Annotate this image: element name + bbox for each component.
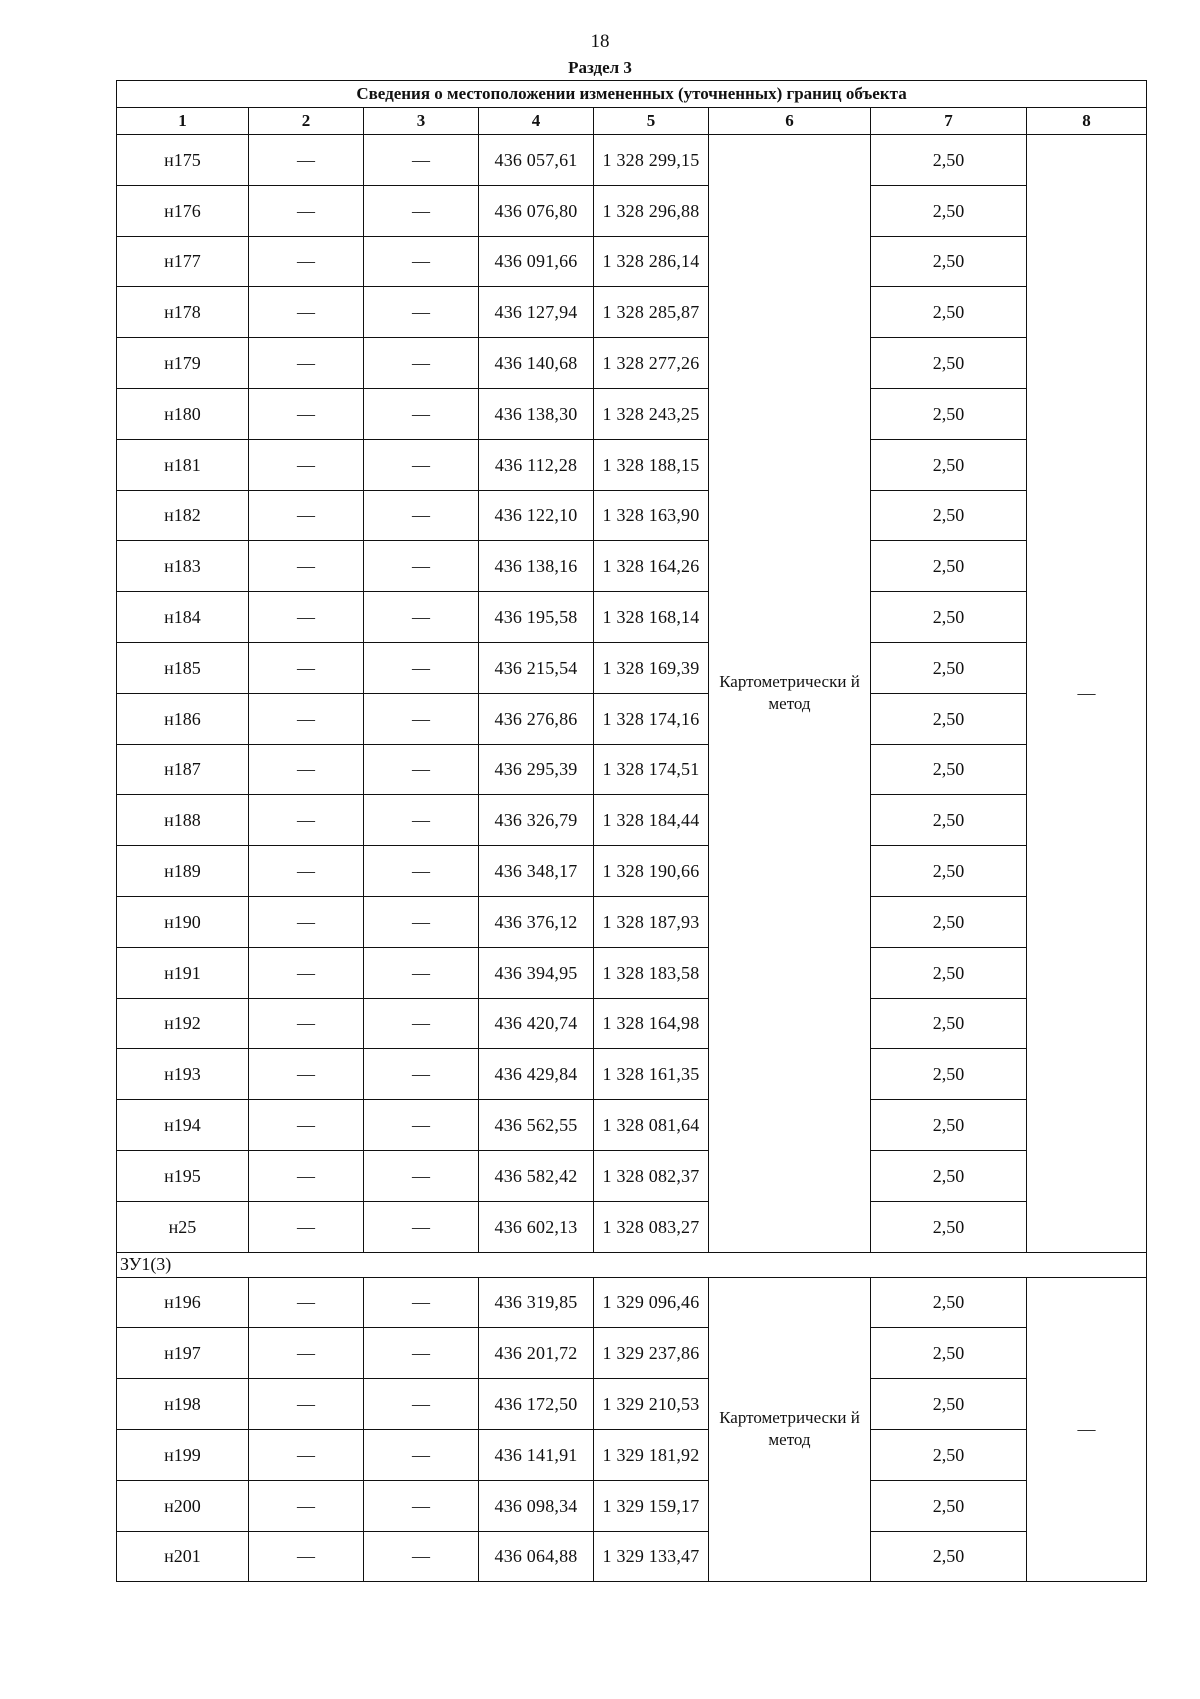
accuracy-cell: 2,50 (871, 1277, 1027, 1328)
column-8-cell: — (1027, 135, 1147, 1253)
point-name-cell: н198 (117, 1379, 249, 1430)
table-row (117, 947, 1147, 998)
point-name-cell: н183 (117, 541, 249, 592)
accuracy-cell: 2,50 (871, 338, 1027, 389)
column-3-cell: — (364, 1531, 479, 1582)
y-coordinate-cell: 1 328 243,25 (594, 388, 709, 439)
y-coordinate-cell: 1 328 163,90 (594, 490, 709, 541)
column-8-cell: — (1027, 1277, 1147, 1582)
point-name-cell: н185 (117, 642, 249, 693)
point-name-cell: н184 (117, 592, 249, 643)
column-3-cell: — (364, 998, 479, 1049)
point-name-cell: н195 (117, 1150, 249, 1201)
y-coordinate-cell: 1 328 164,98 (594, 998, 709, 1049)
table-row (117, 439, 1147, 490)
table-row (117, 185, 1147, 236)
column-2-cell: — (249, 287, 364, 338)
y-coordinate-cell: 1 329 133,47 (594, 1531, 709, 1582)
accuracy-cell: 2,50 (871, 541, 1027, 592)
x-coordinate-cell: 436 420,74 (479, 998, 594, 1049)
column-2-cell: — (249, 1429, 364, 1480)
point-name-cell: н192 (117, 998, 249, 1049)
y-coordinate-cell: 1 329 096,46 (594, 1277, 709, 1328)
column-2-cell: — (249, 592, 364, 643)
column-2-cell: — (249, 388, 364, 439)
column-3-cell: — (364, 896, 479, 947)
accuracy-cell: 2,50 (871, 795, 1027, 846)
y-coordinate-cell: 1 328 286,14 (594, 236, 709, 287)
accuracy-cell: 2,50 (871, 1100, 1027, 1151)
point-name-cell: н196 (117, 1277, 249, 1328)
column-3-cell: — (364, 642, 479, 693)
column-number: 5 (594, 108, 709, 135)
column-2-cell: — (249, 1379, 364, 1430)
y-coordinate-cell: 1 328 081,64 (594, 1100, 709, 1151)
table-caption-row (117, 81, 1147, 108)
y-coordinate-cell: 1 328 174,51 (594, 744, 709, 795)
x-coordinate-cell: 436 376,12 (479, 896, 594, 947)
accuracy-cell: 2,50 (871, 388, 1027, 439)
column-3-cell: — (364, 846, 479, 897)
column-2-cell: — (249, 795, 364, 846)
column-2-cell: — (249, 1201, 364, 1252)
x-coordinate-cell: 436 195,58 (479, 592, 594, 643)
x-coordinate-cell: 436 562,55 (479, 1100, 594, 1151)
column-3-cell: — (364, 1429, 479, 1480)
y-coordinate-cell: 1 328 296,88 (594, 185, 709, 236)
column-2-cell: — (249, 236, 364, 287)
point-name-cell: н180 (117, 388, 249, 439)
table-row (117, 1100, 1147, 1151)
accuracy-cell: 2,50 (871, 1480, 1027, 1531)
column-3-cell: — (364, 1480, 479, 1531)
y-coordinate-cell: 1 328 188,15 (594, 439, 709, 490)
column-3-cell: — (364, 1150, 479, 1201)
column-2-cell: — (249, 1480, 364, 1531)
column-2-cell: — (249, 642, 364, 693)
column-3-cell: — (364, 236, 479, 287)
x-coordinate-cell: 436 098,34 (479, 1480, 594, 1531)
point-name-cell: н182 (117, 490, 249, 541)
accuracy-cell: 2,50 (871, 1328, 1027, 1379)
table-row (117, 744, 1147, 795)
y-coordinate-cell: 1 328 168,14 (594, 592, 709, 643)
y-coordinate-cell: 1 329 237,86 (594, 1328, 709, 1379)
column-number: 3 (364, 108, 479, 135)
x-coordinate-cell: 436 057,61 (479, 135, 594, 186)
column-2-cell: — (249, 490, 364, 541)
accuracy-cell: 2,50 (871, 693, 1027, 744)
accuracy-cell: 2,50 (871, 287, 1027, 338)
column-number: 8 (1027, 108, 1147, 135)
x-coordinate-cell: 436 122,10 (479, 490, 594, 541)
column-3-cell: — (364, 795, 479, 846)
table-row (117, 1201, 1147, 1252)
y-coordinate-cell: 1 328 169,39 (594, 642, 709, 693)
y-coordinate-cell: 1 328 285,87 (594, 287, 709, 338)
column-2-cell: — (249, 947, 364, 998)
point-name-cell: н176 (117, 185, 249, 236)
point-name-cell: н197 (117, 1328, 249, 1379)
column-2-cell: — (249, 846, 364, 897)
column-2-cell: — (249, 1328, 364, 1379)
column-3-cell: — (364, 388, 479, 439)
table-row (117, 998, 1147, 1049)
y-coordinate-cell: 1 328 190,66 (594, 846, 709, 897)
column-3-cell: — (364, 947, 479, 998)
x-coordinate-cell: 436 429,84 (479, 1049, 594, 1100)
column-2-cell: — (249, 693, 364, 744)
column-3-cell: — (364, 1049, 479, 1100)
table-row (117, 896, 1147, 947)
column-number: 1 (117, 108, 249, 135)
point-name-cell: н191 (117, 947, 249, 998)
column-2-cell: — (249, 1531, 364, 1582)
point-name-cell: н177 (117, 236, 249, 287)
column-number: 4 (479, 108, 594, 135)
x-coordinate-cell: 436 215,54 (479, 642, 594, 693)
accuracy-cell: 2,50 (871, 1049, 1027, 1100)
x-coordinate-cell: 436 348,17 (479, 846, 594, 897)
y-coordinate-cell: 1 329 181,92 (594, 1429, 709, 1480)
x-coordinate-cell: 436 602,13 (479, 1201, 594, 1252)
table-row (117, 490, 1147, 541)
method-cell: Картометрически й метод (709, 1277, 871, 1582)
column-2-cell: — (249, 135, 364, 186)
x-coordinate-cell: 436 295,39 (479, 744, 594, 795)
table-row (117, 693, 1147, 744)
table-row (117, 1150, 1147, 1201)
point-name-cell: н186 (117, 693, 249, 744)
point-name-cell: н200 (117, 1480, 249, 1531)
point-name-cell: н190 (117, 896, 249, 947)
y-coordinate-cell: 1 329 210,53 (594, 1379, 709, 1430)
column-3-cell: — (364, 439, 479, 490)
y-coordinate-cell: 1 328 174,16 (594, 693, 709, 744)
column-number: 6 (709, 108, 871, 135)
accuracy-cell: 2,50 (871, 896, 1027, 947)
column-2-cell: — (249, 1100, 364, 1151)
table-row (117, 1480, 1147, 1531)
column-3-cell: — (364, 287, 479, 338)
y-coordinate-cell: 1 328 277,26 (594, 338, 709, 389)
accuracy-cell: 2,50 (871, 947, 1027, 998)
column-3-cell: — (364, 541, 479, 592)
column-2-cell: — (249, 439, 364, 490)
accuracy-cell: 2,50 (871, 642, 1027, 693)
point-name-cell: н25 (117, 1201, 249, 1252)
x-coordinate-cell: 436 201,72 (479, 1328, 594, 1379)
column-3-cell: — (364, 1379, 479, 1430)
y-coordinate-cell: 1 328 184,44 (594, 795, 709, 846)
x-coordinate-cell: 436 319,85 (479, 1277, 594, 1328)
point-name-cell: н201 (117, 1531, 249, 1582)
x-coordinate-cell: 436 127,94 (479, 287, 594, 338)
column-2-cell: — (249, 744, 364, 795)
table-row (117, 338, 1147, 389)
column-2-cell: — (249, 1150, 364, 1201)
method-cell: Картометрически й метод (709, 135, 871, 1253)
y-coordinate-cell: 1 328 187,93 (594, 896, 709, 947)
accuracy-cell: 2,50 (871, 1531, 1027, 1582)
table-row (117, 1049, 1147, 1100)
point-name-cell: н189 (117, 846, 249, 897)
point-name-cell: н181 (117, 439, 249, 490)
group-label: ЗУ1(3) (117, 1252, 1147, 1277)
point-name-cell: н199 (117, 1429, 249, 1480)
x-coordinate-cell: 436 394,95 (479, 947, 594, 998)
column-3-cell: — (364, 185, 479, 236)
point-name-cell: н193 (117, 1049, 249, 1100)
accuracy-cell: 2,50 (871, 1379, 1027, 1430)
column-2-cell: — (249, 896, 364, 947)
column-3-cell: — (364, 592, 479, 643)
column-2-cell: — (249, 541, 364, 592)
section-title: Раздел 3 (568, 58, 632, 77)
table-row (117, 642, 1147, 693)
accuracy-cell: 2,50 (871, 236, 1027, 287)
table-row (117, 795, 1147, 846)
column-2-cell: — (249, 1049, 364, 1100)
accuracy-cell: 2,50 (871, 744, 1027, 795)
column-2-cell: — (249, 185, 364, 236)
x-coordinate-cell: 436 172,50 (479, 1379, 594, 1430)
table-row (117, 236, 1147, 287)
point-name-cell: н188 (117, 795, 249, 846)
column-3-cell: — (364, 693, 479, 744)
table-row (117, 1531, 1147, 1582)
page-number: 18 (590, 31, 610, 52)
group-label-row (117, 1252, 1147, 1277)
x-coordinate-cell: 436 064,88 (479, 1531, 594, 1582)
column-3-cell: — (364, 338, 479, 389)
table-body (117, 135, 1147, 1582)
x-coordinate-cell: 436 138,16 (479, 541, 594, 592)
table-row (117, 1328, 1147, 1379)
accuracy-cell: 2,50 (871, 1150, 1027, 1201)
x-coordinate-cell: 436 582,42 (479, 1150, 594, 1201)
table-row (117, 846, 1147, 897)
y-coordinate-cell: 1 328 082,37 (594, 1150, 709, 1201)
y-coordinate-cell: 1 328 183,58 (594, 947, 709, 998)
accuracy-cell: 2,50 (871, 439, 1027, 490)
y-coordinate-cell: 1 328 164,26 (594, 541, 709, 592)
column-3-cell: — (364, 1328, 479, 1379)
accuracy-cell: 2,50 (871, 1201, 1027, 1252)
accuracy-cell: 2,50 (871, 1429, 1027, 1480)
column-2-cell: — (249, 338, 364, 389)
x-coordinate-cell: 436 076,80 (479, 185, 594, 236)
point-name-cell: н178 (117, 287, 249, 338)
x-coordinate-cell: 436 140,68 (479, 338, 594, 389)
x-coordinate-cell: 436 141,91 (479, 1429, 594, 1480)
y-coordinate-cell: 1 328 083,27 (594, 1201, 709, 1252)
table-caption: Сведения о местоположении измененных (уточненных) границ объекта (117, 81, 1147, 108)
column-2-cell: — (249, 998, 364, 1049)
point-name-cell: н194 (117, 1100, 249, 1151)
accuracy-cell: 2,50 (871, 846, 1027, 897)
x-coordinate-cell: 436 276,86 (479, 693, 594, 744)
column-number: 7 (871, 108, 1027, 135)
table-row (117, 135, 1147, 186)
x-coordinate-cell: 436 112,28 (479, 439, 594, 490)
y-coordinate-cell: 1 328 161,35 (594, 1049, 709, 1100)
table-row (117, 1379, 1147, 1430)
table-row (117, 388, 1147, 439)
point-name-cell: н175 (117, 135, 249, 186)
column-number: 2 (249, 108, 364, 135)
column-2-cell: — (249, 1277, 364, 1328)
accuracy-cell: 2,50 (871, 490, 1027, 541)
accuracy-cell: 2,50 (871, 592, 1027, 643)
column-3-cell: — (364, 744, 479, 795)
table-row (117, 1277, 1147, 1328)
column-3-cell: — (364, 1100, 479, 1151)
accuracy-cell: 2,50 (871, 185, 1027, 236)
column-3-cell: — (364, 490, 479, 541)
x-coordinate-cell: 436 138,30 (479, 388, 594, 439)
y-coordinate-cell: 1 329 159,17 (594, 1480, 709, 1531)
accuracy-cell: 2,50 (871, 998, 1027, 1049)
point-name-cell: н179 (117, 338, 249, 389)
column-number-row (117, 108, 1147, 135)
accuracy-cell: 2,50 (871, 135, 1027, 186)
table-row (117, 287, 1147, 338)
column-3-cell: — (364, 1201, 479, 1252)
x-coordinate-cell: 436 326,79 (479, 795, 594, 846)
table-row (117, 592, 1147, 643)
column-3-cell: — (364, 135, 479, 186)
boundary-table (116, 80, 1147, 1582)
table-row (117, 541, 1147, 592)
column-3-cell: — (364, 1277, 479, 1328)
point-name-cell: н187 (117, 744, 249, 795)
table-row (117, 1429, 1147, 1480)
y-coordinate-cell: 1 328 299,15 (594, 135, 709, 186)
x-coordinate-cell: 436 091,66 (479, 236, 594, 287)
